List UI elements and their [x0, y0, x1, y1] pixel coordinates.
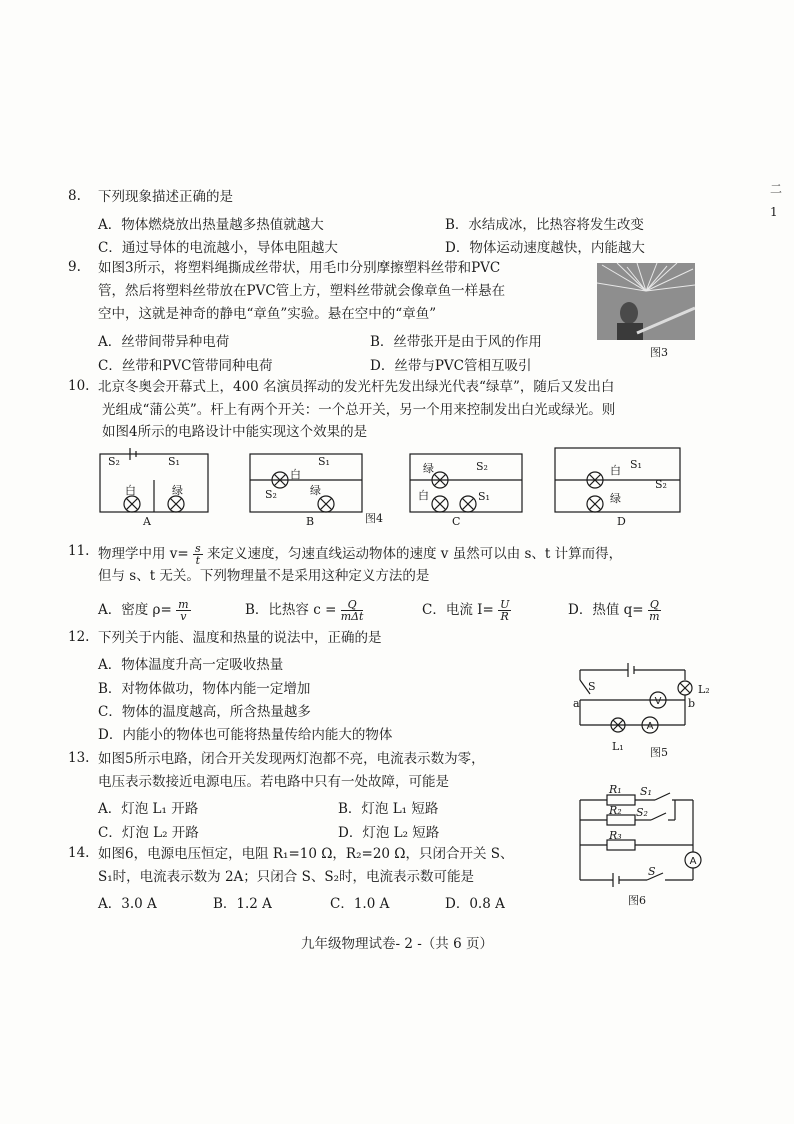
option: C．通过导体的电流越小，导体电阻越大: [98, 240, 338, 256]
option: C．灯泡 L₂ 开路: [98, 825, 199, 841]
switch-label: S₂: [108, 455, 120, 468]
node-label: b: [688, 697, 696, 710]
circuit-label: A: [143, 515, 151, 528]
question-number: 9.: [68, 259, 81, 275]
formula: $\frac{Q}{\text{mΔt}}$: [340, 598, 364, 623]
option: D．物体运动速度越快，内能越大: [445, 240, 645, 256]
circuit-label: C: [452, 515, 461, 528]
edge-mark: 1: [770, 205, 778, 219]
switch-label: S₁: [168, 455, 180, 468]
option: A．灯泡 L₁ 开路: [98, 801, 199, 817]
option: B．1.2 A: [213, 896, 272, 912]
switch-label: S: [588, 680, 596, 693]
resistor-label: R₃: [609, 829, 622, 842]
switch-label: S₂: [655, 478, 667, 491]
lamp-label: 白: [418, 489, 429, 502]
switch-label: S₁: [478, 490, 490, 503]
option: C．电流 I= $\frac{U}{R}$: [422, 598, 510, 623]
circuit-label: D: [617, 515, 626, 528]
circuit-label: B: [306, 515, 315, 528]
figure-caption: 图6: [628, 894, 646, 907]
option: A．物体温度升高一定吸收热量: [98, 657, 284, 673]
option: C．物体的温度越高，所含热量越多: [98, 704, 311, 720]
option: B．比热容 c = $\frac{Q}{\text{mΔt}}$: [245, 598, 364, 623]
page-footer: 九年级物理试卷- 2 -（共 6 页）: [301, 936, 493, 952]
question-line: [98, 543, 622, 566]
formula: $\frac{U}{R}$: [500, 598, 510, 623]
option: A．丝带间带异种电荷: [98, 334, 230, 350]
option: D．热值 q= $\frac{Q}{m}$: [568, 598, 660, 623]
lamp-label: L₂: [698, 683, 710, 696]
ammeter-label: A: [689, 856, 697, 867]
question-line: S₁时，电流表示数为 2A；只闭合 S、S₂时，电流表示数可能是: [98, 869, 474, 885]
switch-label: S₁: [640, 785, 652, 798]
figure-caption: 图3: [650, 346, 668, 359]
resistor-label: R₂: [609, 804, 622, 817]
option: D．灯泡 L₂ 短路: [338, 825, 440, 841]
question-number: 8.: [68, 188, 81, 204]
lamp-label: 白: [125, 484, 136, 497]
question-line: 管，然后将塑料丝带放在PVC管上方，塑料丝带就会像章鱼一样悬在: [98, 283, 506, 299]
switch-label: S₁: [630, 458, 642, 471]
question-line: 如图5所示电路，闭合开关发现两灯泡都不亮，电流表示数为零，: [98, 751, 485, 767]
question-number: 10.: [68, 378, 90, 394]
switch-label: S₁: [318, 455, 330, 468]
option: B．灯泡 L₁ 短路: [338, 801, 439, 817]
lamp-label: 绿: [423, 462, 434, 475]
question-line: 如图4所示的电路设计中能实现这个效果的是: [102, 424, 368, 440]
formula: $\frac{m}{v}$: [178, 598, 189, 623]
option: D．0.8 A: [445, 896, 505, 912]
option: C．1.0 A: [330, 896, 390, 912]
question-line: 光组成“蒲公英”。杆上有两个开关：一个总开关，另一个用来控制发出白光或绿光。则: [102, 402, 616, 418]
question-number: 13.: [68, 750, 90, 766]
option: A．密度 ρ= $\frac{m}{v}$: [98, 598, 189, 623]
lamp-label: 白: [610, 464, 621, 477]
resistor-label: R₁: [609, 783, 622, 796]
lamp-label: 绿: [610, 492, 621, 505]
question-line: 但与 s、t 无关。下列物理量不是采用这种定义方法的是: [98, 568, 430, 584]
formula-velocity: $\frac{s}{t}$: [195, 542, 201, 567]
lamp-label: 绿: [172, 484, 183, 497]
option: C．丝带和PVC管带同种电荷: [98, 358, 273, 374]
question-line: 如图3所示，将塑料绳撕成丝带状，用毛巾分别摩擦塑料丝带和PVC: [98, 260, 501, 276]
question-line: 北京冬奥会开幕式上，400 名演员挥动的发光杆先发出绿光代表“绿草”，随后又发出白: [98, 379, 615, 395]
switch-label: S₂: [476, 460, 488, 473]
question-line: 如图6，电源电压恒定，电阻 R₁=10 Ω，R₂=20 Ω，只闭合开关 S、: [98, 846, 514, 862]
question-stem: 下列关于内能、温度和热量的说法中，正确的是: [98, 630, 382, 646]
option: A．3.0 A: [98, 896, 157, 912]
formula: $\frac{Q}{m}$: [649, 598, 660, 623]
lamp-label: L₁: [612, 740, 624, 753]
switch-label: S₂: [265, 488, 277, 501]
option: B．水结成冰，比热容将发生改变: [445, 217, 644, 233]
q11-text: 物理学中用 v=: [98, 546, 189, 562]
option: D．内能小的物体也可能将热量传给内能大的物体: [98, 727, 393, 743]
question-number: 12.: [68, 629, 90, 645]
question-number: 14.: [68, 845, 90, 861]
ammeter-label: A: [646, 721, 654, 732]
option: A．物体燃烧放出热量越多热值就越大: [98, 217, 324, 233]
edge-mark: 二: [770, 182, 783, 196]
option: D．丝带与PVC管相互吸引: [370, 358, 532, 374]
option: B．丝带张开是由于风的作用: [370, 334, 542, 350]
switch-label: S: [648, 865, 656, 878]
switch-label: S₂: [636, 806, 648, 819]
question-line: 空中，这就是神奇的静电“章鱼”实验。悬在空中的“章鱼”: [98, 306, 437, 322]
lamp-label: 白: [290, 468, 301, 481]
option: B．对物体做功，物体内能一定增加: [98, 681, 311, 697]
figure-caption: 图5: [650, 746, 668, 759]
lamp-label: 绿: [310, 484, 321, 497]
q11-text: 来定义速度，匀速直线运动物体的速度 v 虽然可以由 s、t 计算而得，: [206, 546, 623, 562]
question-number: 11.: [68, 543, 90, 559]
question-line: 电压表示数接近电源电压。若电路中只有一处故障，可能是: [98, 774, 449, 790]
figure5-circuit: [570, 660, 700, 740]
node-label: a: [573, 697, 580, 710]
figure-caption: 图4: [365, 512, 383, 525]
figure3-photo: [597, 263, 695, 340]
voltmeter-label: V: [654, 696, 662, 707]
question-stem: 下列现象描述正确的是: [98, 189, 233, 205]
